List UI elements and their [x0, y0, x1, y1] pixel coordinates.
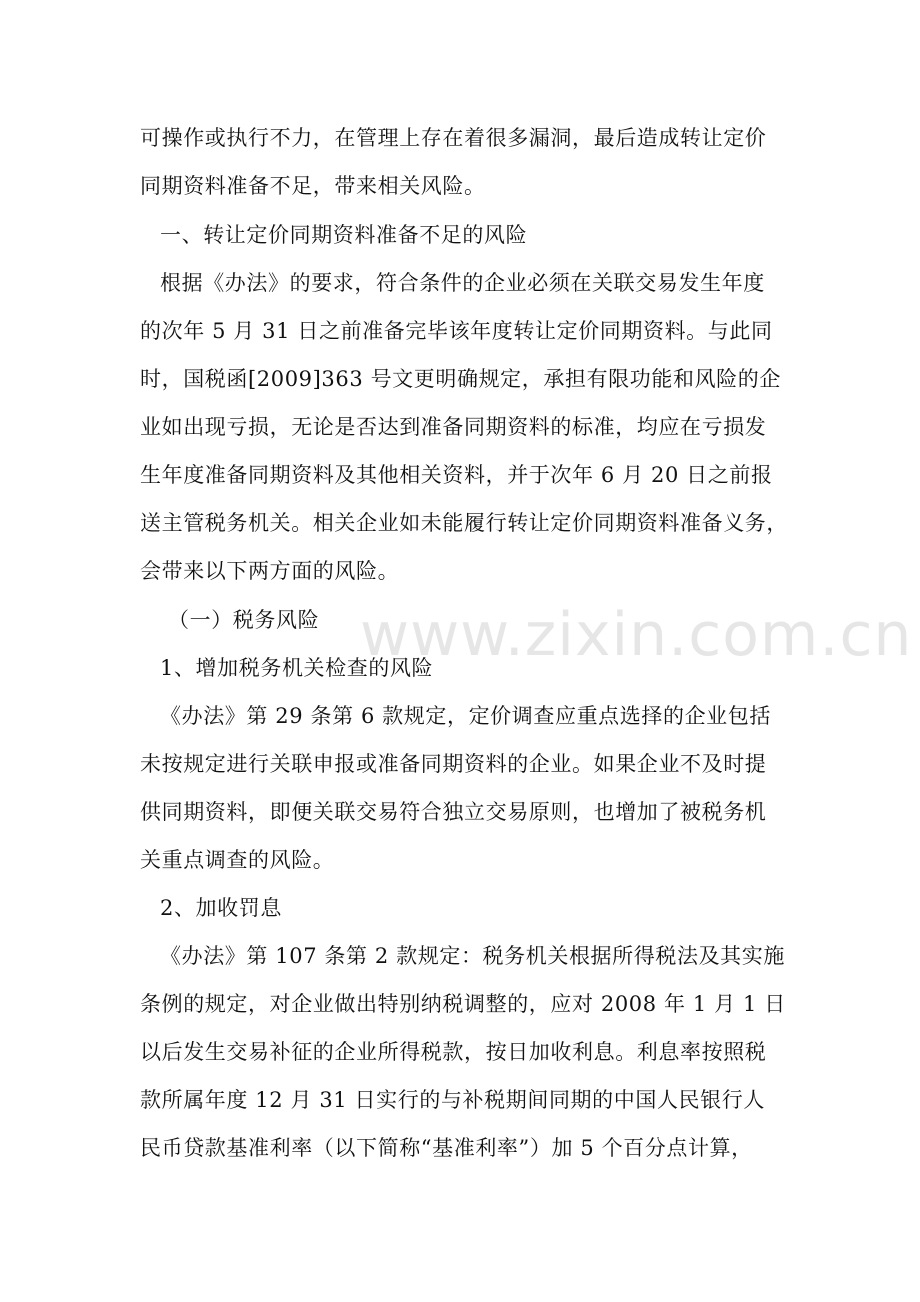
section-heading: 一、转让定价同期资料准备不足的风险	[160, 223, 528, 247]
text-line: 关重点调查的风险。	[140, 848, 335, 872]
text-line: 送主管税务机关。相关企业如未能履行转让定价同期资料准备义务，	[140, 511, 788, 535]
text-line: 民币贷款基准利率（以下简称“基准利率”）加 5 个百分点计算，	[140, 1136, 753, 1160]
text-line: 供同期资料，即便关联交易符合独立交易原则，也增加了被税务机	[140, 800, 767, 824]
text-line: 业如出现亏损，无论是否达到准备同期资料的标准，均应在亏损发	[140, 415, 767, 439]
text-line: 会带来以下两方面的风险。	[140, 559, 400, 583]
text-line: 可操作或执行不力，在管理上存在着很多漏洞，最后造成转让定价	[140, 126, 767, 150]
text-line: 款所属年度 12 月 31 日实行的与补税期间同期的中国人民银行人	[140, 1088, 765, 1112]
subsection-heading: （一）税务风险	[168, 608, 320, 632]
text-line: 《办法》第 107 条第 2 款规定：税务机关根据所得税法及其实施	[160, 944, 785, 968]
text-line: 同期资料准备不足，带来相关风险。	[140, 174, 486, 198]
watermark: www.zixin.com.cn	[360, 600, 913, 670]
text-line: 《办法》第 29 条第 6 款规定，定价调查应重点选择的企业包括	[160, 704, 771, 728]
text-line: 生年度准备同期资料及其他相关资料，并于次年 6 月 20 日之前报	[140, 463, 773, 487]
text-line: 未按规定进行关联申报或准备同期资料的企业。如果企业不及时提	[140, 752, 767, 776]
subsection-heading: 1、增加税务机关检查的风险	[160, 656, 434, 680]
text-line: 条例的规定，对企业做出特别纳税调整的，应对 2008 年 1 月 1 日	[140, 992, 786, 1016]
text-line: 以后发生交易补征的企业所得税款，按日加收利息。利息率按照税	[140, 1040, 767, 1064]
subsection-heading: 2、加收罚息	[160, 896, 282, 920]
text-line: 时，国税函[2009]363 号文更明确规定，承担有限功能和风险的企	[140, 367, 781, 391]
text-line: 根据《办法》的要求，符合条件的企业必须在关联交易发生年度	[160, 271, 765, 295]
text-line: 的次年 5 月 31 日之前准备完毕该年度转让定价同期资料。与此同	[140, 319, 773, 343]
